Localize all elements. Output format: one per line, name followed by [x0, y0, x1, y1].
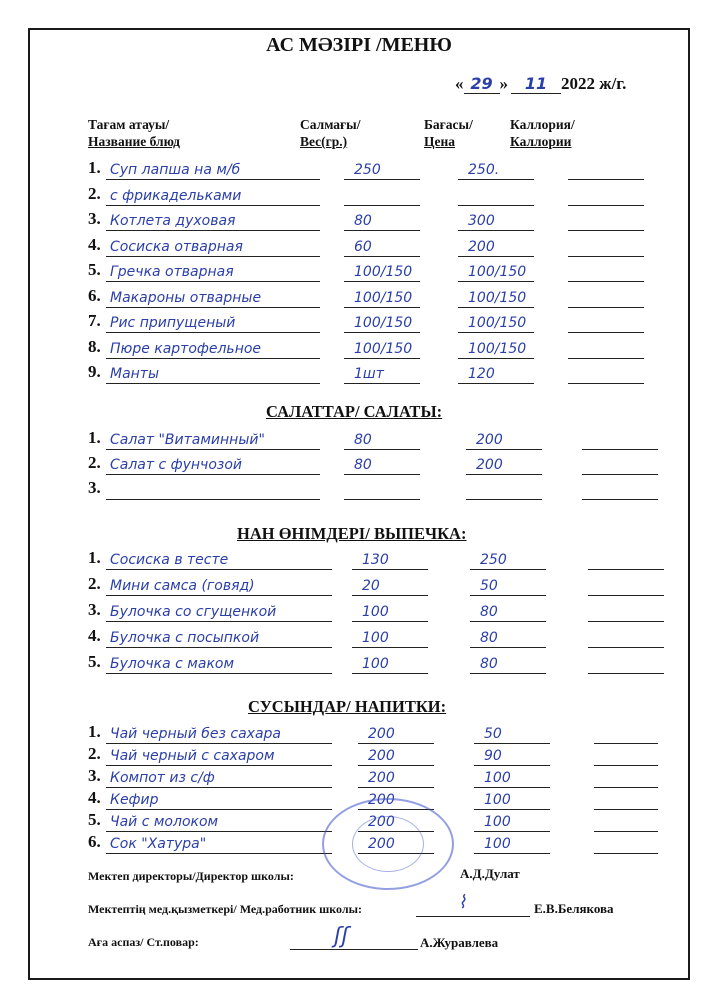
name-line — [106, 569, 332, 570]
dish-price: 80 — [480, 604, 498, 620]
price-line — [458, 256, 534, 257]
dish-name: Чай черный с сахаром — [110, 748, 275, 764]
calorie-line — [568, 307, 644, 308]
dish-name: Салат с фунчозой — [110, 457, 242, 473]
menu-row-number: 5. — [88, 810, 101, 829]
menu-row — [88, 233, 668, 257]
dish-name: Котлета духовая — [110, 213, 236, 229]
menu-row-number: 5. — [88, 260, 101, 279]
col-header-weight — [300, 116, 360, 150]
cook-signature-line — [290, 949, 418, 950]
dish-name: Булочка с маком — [110, 656, 235, 672]
menu-row-number: 2. — [88, 183, 101, 203]
dish-weight: 100/150 — [354, 264, 413, 280]
name-line — [106, 332, 320, 333]
menu-row-number: 9. — [88, 362, 101, 381]
col-header-name — [88, 116, 180, 150]
dish-name: Булочка с посыпкой — [110, 630, 260, 646]
price-line — [466, 474, 542, 475]
dish-name: Макароны отварные — [110, 289, 262, 306]
name-line — [106, 474, 320, 475]
dish-price: 100/150 — [468, 315, 527, 331]
dish-weight: 1шт — [354, 366, 384, 382]
calorie-line — [568, 383, 644, 384]
weight-line — [344, 205, 420, 206]
menu-row-number: 4. — [88, 234, 101, 254]
menu-row — [88, 476, 668, 500]
menu-row — [88, 335, 668, 359]
dish-name: Манты — [110, 366, 160, 382]
drinks-title: СУСЫНДАР/ НАПИТКИ: — [248, 697, 447, 716]
price-line — [458, 230, 534, 231]
calorie-line — [582, 474, 658, 475]
dish-price: 90 — [484, 748, 502, 764]
col-header-weight-ru: Вес(гр.) — [300, 134, 348, 149]
col-header-calories-kz: Каллория/ — [510, 117, 575, 132]
weight-line — [352, 647, 428, 648]
dish-price: 120 — [468, 366, 495, 382]
menu-row-number: 7. — [88, 311, 101, 330]
menu-row — [88, 720, 668, 744]
dish-weight: 100/150 — [354, 340, 413, 357]
price-line — [458, 281, 534, 282]
menu-row — [88, 258, 668, 282]
dish-price: 200 — [476, 432, 503, 448]
price-line — [474, 853, 550, 854]
cook-signature: ʃʃ — [334, 924, 349, 949]
dish-weight: 100 — [362, 604, 389, 620]
price-line — [470, 647, 546, 648]
dish-name: с фрикадельками — [110, 187, 242, 204]
dish-name: Компот из с/ф — [110, 770, 215, 786]
calorie-line — [588, 621, 664, 622]
menu-row — [88, 182, 668, 206]
dish-weight: 20 — [362, 578, 380, 594]
dish-weight: 200 — [368, 792, 395, 808]
name-line — [106, 853, 332, 854]
name-line — [106, 256, 320, 257]
calorie-line — [568, 332, 644, 333]
weight-line — [344, 332, 420, 333]
dish-name: Кефир — [110, 792, 159, 808]
menu-row — [88, 598, 668, 622]
menu-row — [88, 624, 668, 648]
weight-line — [344, 230, 420, 231]
dish-price: 300 — [468, 213, 495, 229]
name-line — [106, 307, 320, 308]
dish-name: Чай с молоком — [110, 814, 219, 830]
dish-price: 200 — [468, 238, 495, 255]
weight-line — [352, 595, 428, 596]
dish-name: Мини самса (говяд) — [110, 578, 255, 594]
dish-name: Гречка отварная — [110, 264, 234, 280]
price-line — [470, 595, 546, 596]
dish-price: 250. — [468, 162, 500, 178]
menu-row — [88, 650, 668, 674]
dish-name: Салат "Витаминный" — [110, 432, 265, 448]
price-line — [470, 673, 546, 674]
dish-weight: 200 — [368, 726, 395, 742]
calorie-line — [588, 595, 664, 596]
date-quote-close: » — [499, 74, 508, 93]
dish-price: 250 — [480, 552, 507, 568]
weight-line — [344, 474, 420, 475]
name-line — [106, 281, 320, 282]
col-header-calories — [510, 116, 575, 150]
dish-weight: 80 — [354, 457, 372, 473]
med-signature-line — [416, 916, 530, 917]
menu-row — [88, 284, 668, 308]
calorie-line — [588, 673, 664, 674]
dish-price: 50 — [480, 578, 498, 594]
med-name: Е.В.Белякова — [534, 901, 614, 916]
name-line — [106, 621, 332, 622]
col-header-calories-ru: Каллории — [510, 134, 572, 149]
name-line — [106, 595, 332, 596]
dish-name: Рис припущеный — [110, 315, 236, 331]
school-stamp-emblem — [352, 816, 424, 872]
date-quote-open: « — [455, 74, 464, 93]
calorie-line — [568, 358, 644, 359]
calorie-line — [588, 647, 664, 648]
menu-row — [88, 742, 668, 766]
menu-row-number: 8. — [88, 336, 101, 356]
menu-row-number: 2. — [88, 574, 101, 593]
dish-price: 100 — [484, 836, 511, 852]
dish-weight: 200 — [368, 770, 395, 786]
dish-name: Булочка со сгущенкой — [110, 604, 277, 620]
weight-line — [352, 569, 428, 570]
date-year: 2022 ж/г. — [561, 74, 627, 93]
calorie-line — [568, 179, 644, 180]
dish-name: Сосиска в тесте — [110, 552, 229, 568]
name-line — [106, 647, 332, 648]
menu-row — [88, 360, 668, 384]
col-header-price-ru: Цена — [424, 134, 456, 149]
menu-row-number: 5. — [88, 652, 101, 671]
price-line — [458, 383, 534, 384]
name-line — [106, 673, 332, 674]
dish-price: 80 — [480, 656, 498, 672]
name-line — [106, 383, 320, 384]
calorie-line — [568, 205, 644, 206]
menu-row-number: 1. — [88, 158, 101, 177]
calorie-line — [582, 449, 658, 450]
weight-line — [344, 449, 420, 450]
dish-price: 100/150 — [468, 264, 527, 280]
dish-weight: 250 — [354, 162, 381, 178]
dish-name: Чай черный без сахара — [110, 726, 282, 742]
salads-title: САЛАТТАР/ САЛАТЫ: — [266, 402, 443, 421]
price-line — [458, 307, 534, 308]
price-line — [470, 621, 546, 622]
menu-row — [88, 156, 668, 180]
dish-weight: 100 — [362, 630, 389, 646]
dish-name: Сосиска отварная — [110, 238, 243, 255]
price-line — [458, 332, 534, 333]
menu-row-number: 6. — [88, 832, 101, 851]
weight-line — [344, 358, 420, 359]
col-header-name-ru: Название блюд — [88, 134, 181, 149]
weight-line — [352, 621, 428, 622]
dish-weight: 60 — [354, 238, 372, 255]
price-line — [458, 205, 534, 206]
med-label: Мектептің мед.қызметкері/ Мед.работник школы: — [88, 902, 362, 916]
price-line — [470, 569, 546, 570]
date-line — [455, 74, 626, 94]
dish-name: Пюре картофельное — [110, 340, 262, 357]
price-line — [458, 358, 534, 359]
name-line — [106, 230, 320, 231]
page-title: АС МӘЗІРІ /МЕНЮ — [266, 34, 452, 56]
menu-row-number: 3. — [88, 766, 101, 785]
med-signature: ⌇ — [458, 892, 467, 913]
name-line — [106, 358, 320, 359]
dish-weight: 80 — [354, 432, 372, 448]
weight-line — [344, 383, 420, 384]
dish-price: 100 — [484, 814, 511, 830]
dish-weight: 80 — [354, 213, 372, 229]
name-line — [106, 205, 320, 206]
menu-row-number: 1. — [88, 722, 101, 741]
dish-name: Суп лапша на м/б — [110, 162, 241, 178]
director-label: Мектеп директоры/Директор школы: — [88, 869, 294, 883]
weight-line — [344, 281, 420, 282]
cook-label: Аға аспаз/ Ст.повар: — [88, 935, 199, 949]
menu-row — [88, 426, 668, 450]
date-day: 29 — [464, 74, 500, 94]
menu-row-number: 2. — [88, 744, 101, 763]
director-name: А.Д.Дулат — [460, 866, 520, 881]
bakery-title: НАН ӨНІМДЕРІ/ ВЫПЕЧКА: — [237, 524, 467, 543]
menu-row — [88, 309, 668, 333]
weight-line — [344, 179, 420, 180]
name-line — [106, 449, 320, 450]
dish-price: 100 — [484, 792, 511, 808]
dish-weight: 100/150 — [354, 315, 413, 331]
dish-weight: 130 — [362, 552, 389, 568]
dish-weight: 100 — [362, 656, 389, 672]
menu-row — [88, 572, 668, 596]
dish-weight: 200 — [368, 836, 395, 852]
menu-row — [88, 207, 668, 231]
price-line — [458, 179, 534, 180]
dish-weight: 100/150 — [354, 289, 413, 306]
menu-row — [88, 451, 668, 475]
menu-row-number: 2. — [88, 453, 101, 472]
name-line — [106, 499, 320, 500]
weight-line — [352, 673, 428, 674]
col-header-name-kz: Тағам атауы/ — [88, 117, 170, 132]
weight-line — [344, 499, 420, 500]
menu-row-number: 4. — [88, 788, 101, 807]
price-line — [466, 499, 542, 500]
col-header-weight-kz: Салмағы/ — [300, 117, 361, 132]
price-line — [466, 449, 542, 450]
calorie-line — [568, 281, 644, 282]
dish-weight: 200 — [368, 748, 395, 764]
cook-name: А.Журавлева — [420, 935, 499, 950]
dish-name: Сок "Хатура" — [110, 836, 207, 852]
col-header-price — [424, 116, 473, 150]
name-line — [106, 179, 320, 180]
dish-price: 80 — [480, 630, 498, 646]
menu-row — [88, 546, 668, 570]
weight-line — [344, 256, 420, 257]
menu-row-number: 6. — [88, 285, 101, 305]
menu-row-number: 3. — [88, 478, 101, 497]
weight-line — [344, 307, 420, 308]
menu-row-number: 1. — [88, 428, 101, 447]
menu-row — [88, 764, 668, 788]
calorie-line — [588, 569, 664, 570]
menu-row-number: 3. — [88, 600, 101, 619]
calorie-line — [568, 256, 644, 257]
date-month: 11 — [511, 74, 561, 94]
menu-row-number: 1. — [88, 548, 101, 567]
col-header-price-kz: Бағасы/ — [424, 117, 473, 132]
dish-price: 200 — [476, 457, 503, 473]
menu-row-number: 4. — [88, 626, 101, 645]
menu-row-number: 3. — [88, 209, 101, 228]
calorie-line — [594, 853, 658, 854]
calorie-line — [582, 499, 658, 500]
calorie-line — [568, 230, 644, 231]
dish-price: 100/150 — [468, 289, 527, 306]
dish-price: 100/150 — [468, 340, 527, 357]
dish-price: 100 — [484, 770, 511, 786]
dish-weight: 200 — [368, 814, 395, 830]
dish-price: 50 — [484, 726, 502, 742]
